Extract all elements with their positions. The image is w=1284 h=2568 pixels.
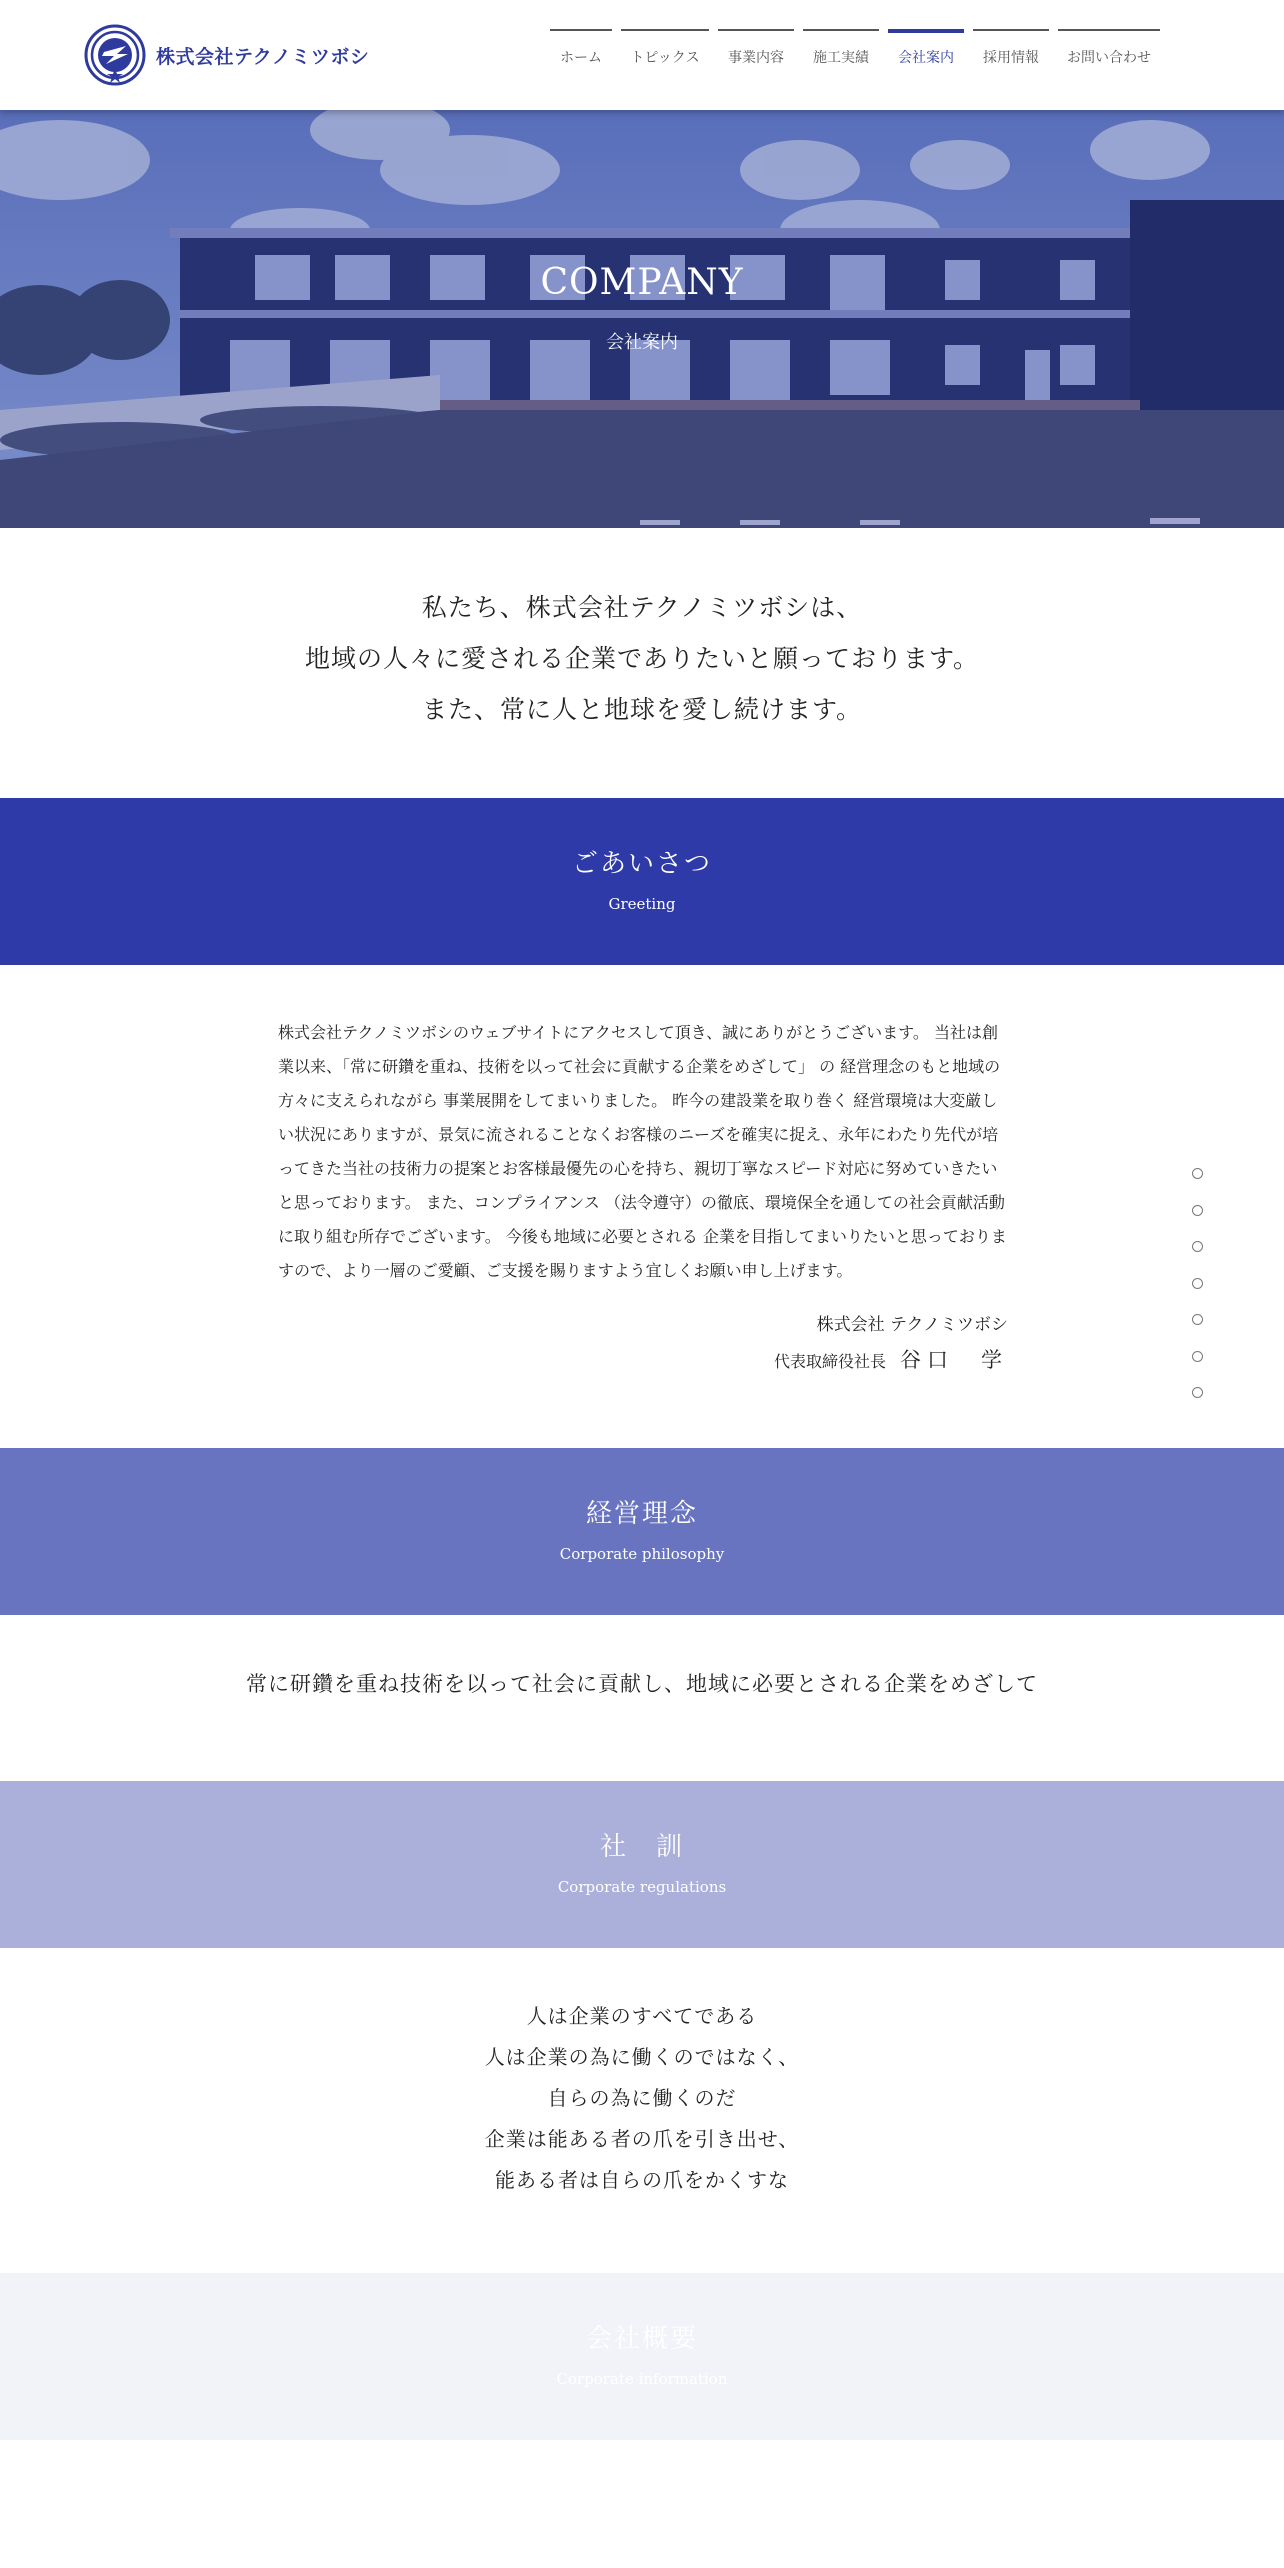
regulation-line: 自らの為に働くのだ xyxy=(547,2086,737,2110)
greeting-body: 株式会社テクノミツボシのウェブサイトにアクセスして頂き、誠にありがとうございます。 当社は創業以来、「常に研鑽を重ね、技術を以って社会に貢献する企業をめざして」 の 経営理念のもと地域の方々に支えられながら 事業展開をしてまいりました。 昨今の建設業を取り巻く 経営環境は大変厳しい状況にありますが、景気に流されることなくお客様のニーズを確実に捉え、永年にわたり先代が培ってきた当社の技術力の提案とお客様最優先の心を持ち、親切丁寧なスピード対応に努めていきたいと思っております。 また、コンプライアンス （法令遵守）の徹底、環境保全を通しての社会貢献活動に取り組む所存でございます。 今後も地域に必要とされる 企業を目指してまいりたいと思っておりますので、より一層のご愛顧、ご支援を賜りますよう宜しくお願い申し上げます。 xyxy=(278,1023,1007,1280)
section-subtitle: Corporate regulations xyxy=(557,1878,727,1896)
section-title: 経営理念 xyxy=(585,1499,698,1529)
regulations-list xyxy=(0,1996,1284,2201)
section-subtitle: Corporate philosophy xyxy=(559,1545,725,1563)
nav-business[interactable]: 事業内容 xyxy=(718,29,794,69)
hero-building-image xyxy=(0,110,1284,528)
section-dot[interactable] xyxy=(1192,1314,1203,1325)
logo-mark-icon xyxy=(84,24,146,86)
nav-works[interactable]: 施工実績 xyxy=(803,29,879,69)
regulation-line: 人は企業の為に働くのではなく、 xyxy=(484,2045,800,2069)
philosophy-text: 常に研鑽を重ね技術を以って社会に貢献し、地域に必要とされる企業をめざして xyxy=(246,1672,1038,1696)
nav-company[interactable]: 会社案内 xyxy=(888,29,964,69)
signature-name: 谷口 学 xyxy=(900,1348,1008,1372)
hero-banner xyxy=(0,110,1284,528)
intro-line: 私たち、株式会社テクノミツボシは、 xyxy=(421,593,863,622)
signature-president xyxy=(774,1344,1008,1374)
section-subtitle: Corporate information xyxy=(556,2370,728,2388)
nav-topics[interactable]: トピックス xyxy=(621,29,709,69)
main-nav xyxy=(550,29,1169,69)
regulation-line: 企業は能ある者の爪を引き出せ、 xyxy=(484,2127,800,2151)
section-dot[interactable] xyxy=(1192,1205,1203,1216)
information-heading-band xyxy=(0,2273,1284,2440)
section-title: 社 訓 xyxy=(599,1832,684,1862)
signature-company: 株式会社 テクノミツボシ xyxy=(816,1315,1008,1335)
nav-recruit[interactable]: 採用情報 xyxy=(973,29,1049,69)
section-dots xyxy=(1192,1168,1203,1424)
nav-contact[interactable]: お問い合わせ xyxy=(1058,29,1160,69)
intro-line: また、常に人と地球を愛し続けます。 xyxy=(421,695,862,724)
logo[interactable] xyxy=(84,24,369,86)
section-dot[interactable] xyxy=(1192,1241,1203,1252)
philosophy-heading-band xyxy=(0,1448,1284,1615)
section-title: ごあいさつ xyxy=(571,849,712,879)
signature-position: 代表取締役社長 xyxy=(773,1352,886,1371)
regulation-line: 能ある者は自らの爪をかくすな xyxy=(495,2168,789,2192)
intro-line: 地域の人々に愛される企業でありたいと願っております。 xyxy=(304,644,979,673)
section-title: 会社概要 xyxy=(585,2324,698,2354)
section-dot[interactable] xyxy=(1192,1278,1203,1289)
regulation-line: 人は企業のすべてである xyxy=(526,2004,758,2028)
greeting-heading-band xyxy=(0,798,1284,965)
section-dot[interactable] xyxy=(1192,1168,1203,1179)
section-subtitle: Greeting xyxy=(608,895,676,913)
section-dot[interactable] xyxy=(1192,1351,1203,1362)
hero-title: COMPANY xyxy=(540,262,744,303)
site-header xyxy=(0,0,1284,110)
hero-subtitle: 会社案内 xyxy=(606,332,678,353)
intro-statement xyxy=(0,582,1284,735)
section-dot[interactable] xyxy=(1192,1387,1203,1398)
regulations-heading-band xyxy=(0,1781,1284,1948)
nav-home[interactable]: ホーム xyxy=(550,29,612,69)
brand-name: 株式会社テクノミツボシ xyxy=(156,45,370,68)
